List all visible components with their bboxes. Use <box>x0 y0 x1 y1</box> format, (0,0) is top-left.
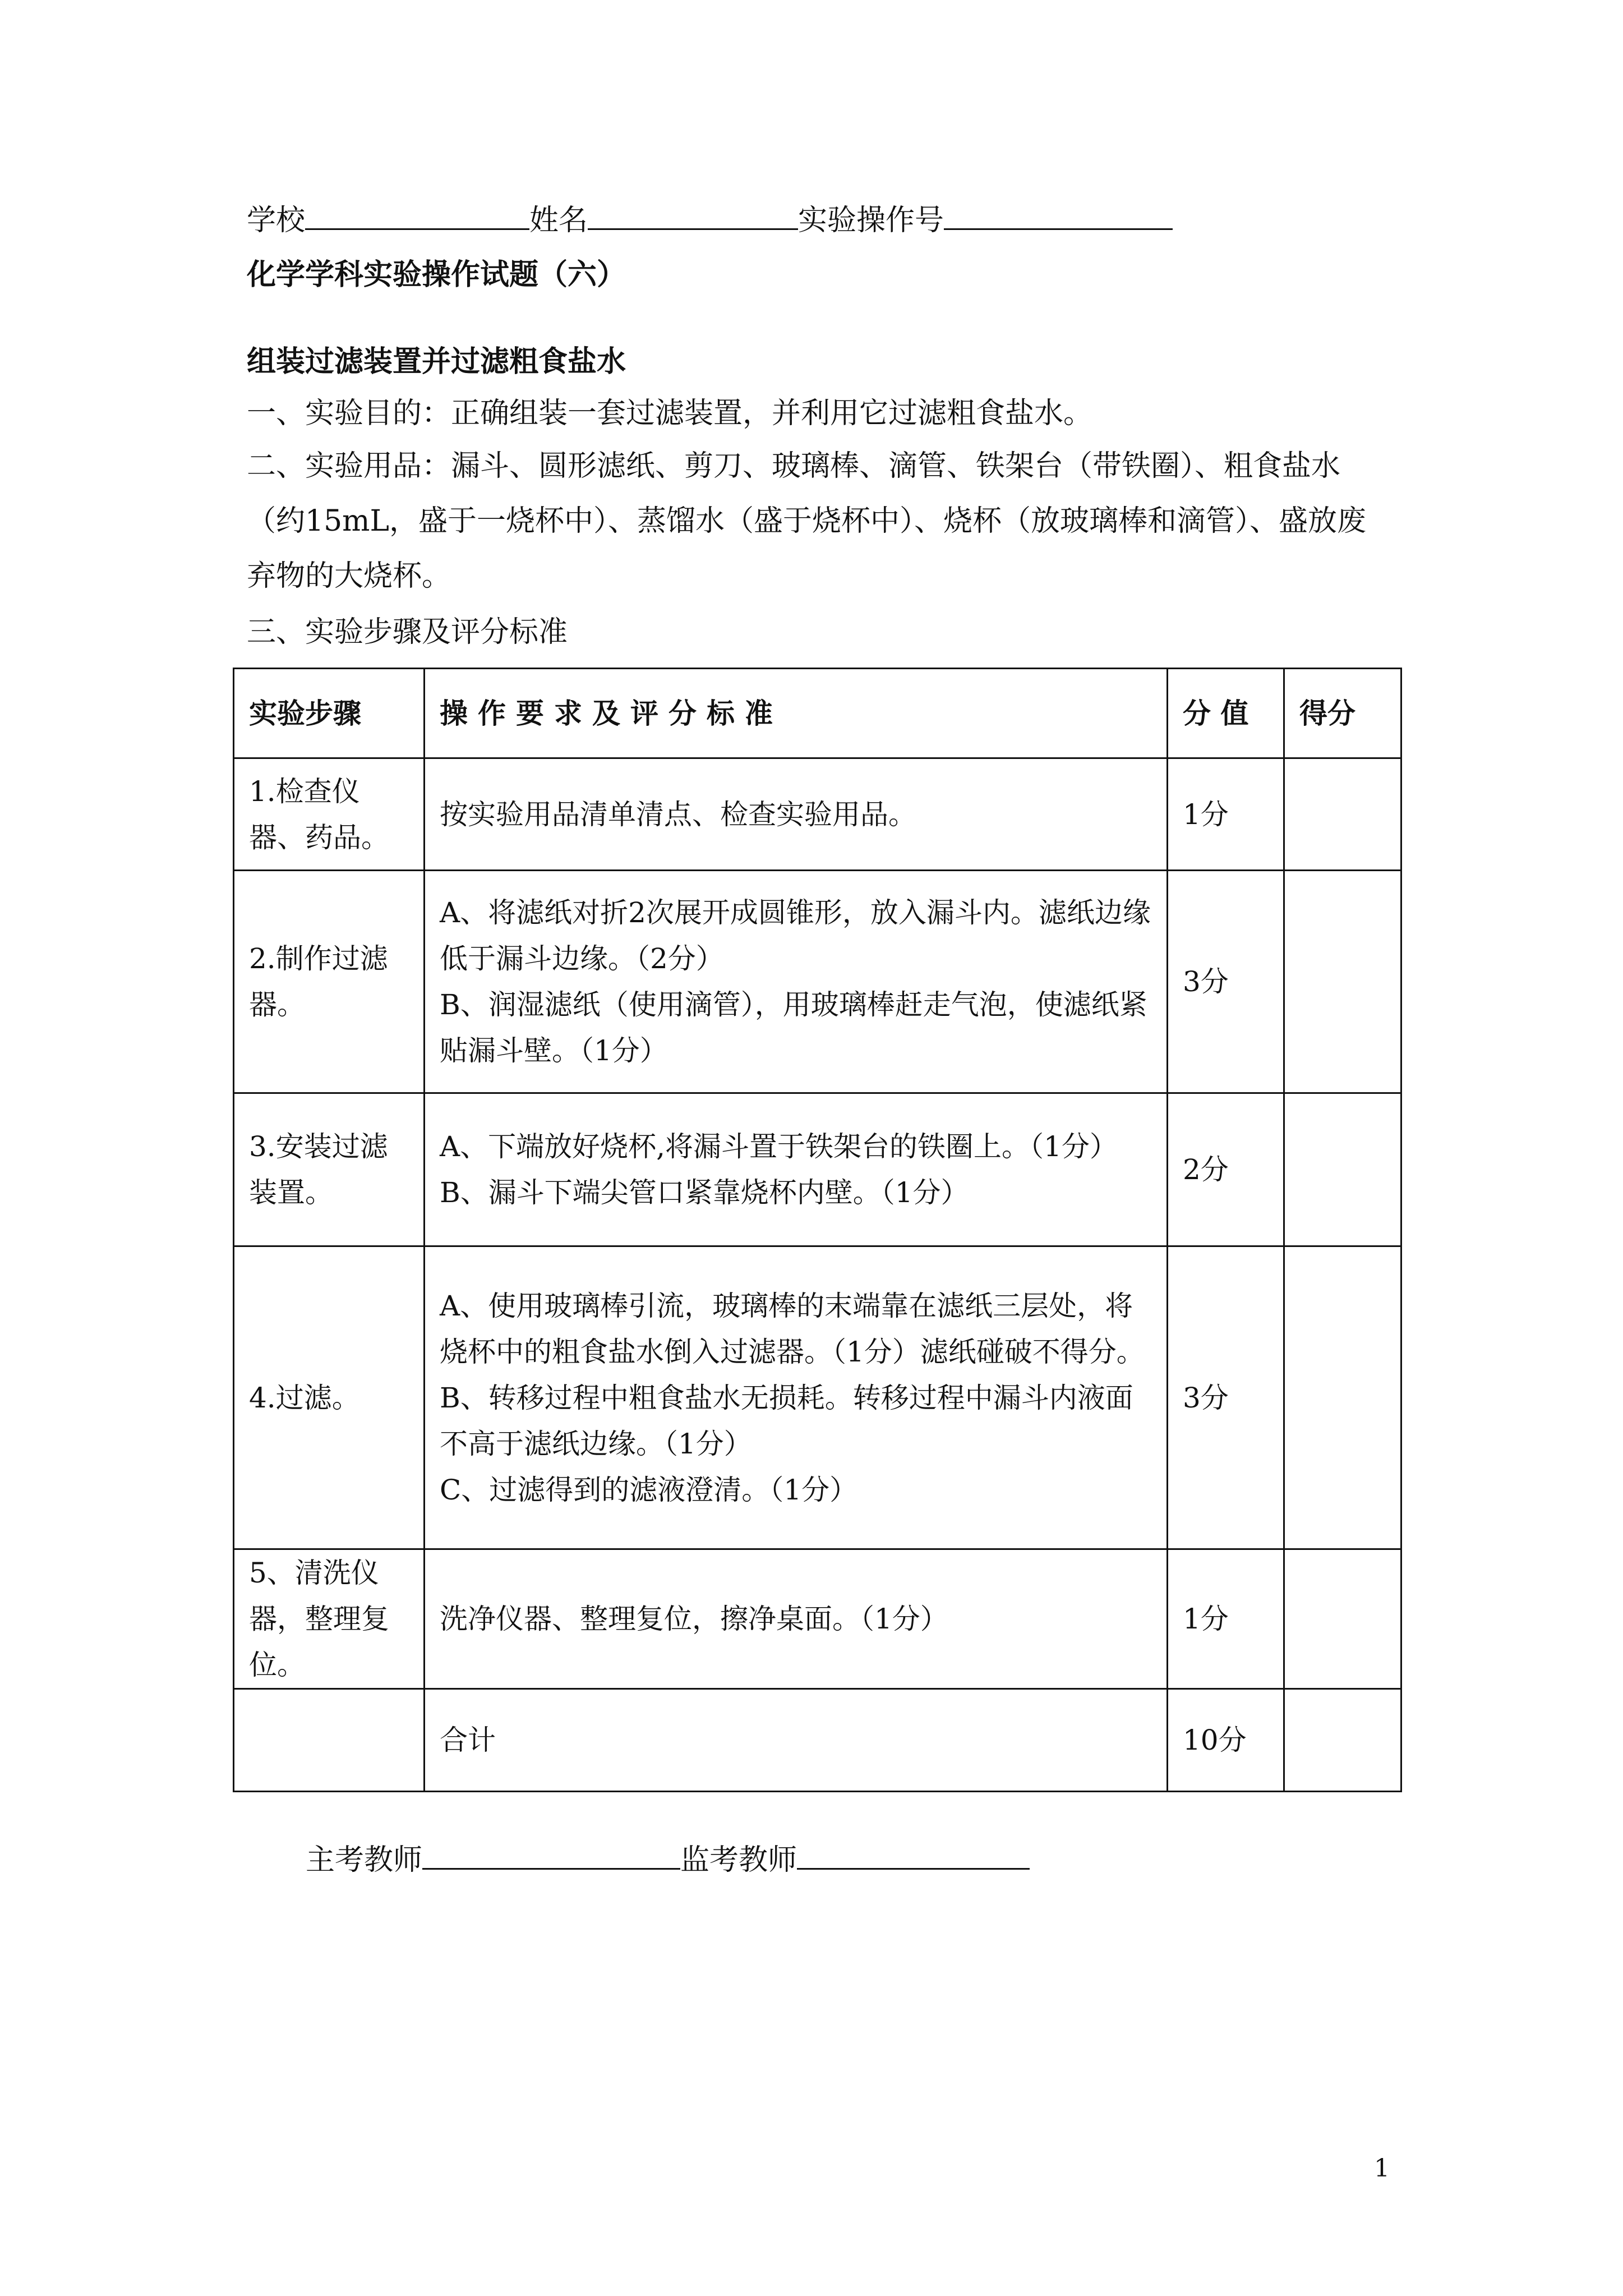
name-label: 姓名 <box>529 204 588 237</box>
step-cell: 3.安装过滤装置。 <box>234 1093 425 1246</box>
requirement-line: A、下端放好烧杯,将漏斗置于铁架台的铁圈上。（1分） <box>440 1130 1118 1163</box>
purpose-text: 一、实验目的：正确组装一套过滤装置，并利用它过滤粗食盐水。 <box>247 397 1093 430</box>
score-cell: 3分 <box>1168 871 1284 1093</box>
requirement-cell <box>425 758 1168 871</box>
requirement-cell <box>425 871 1168 1093</box>
name-blank[interactable] <box>588 199 798 230</box>
table-row <box>234 1246 1401 1549</box>
requirement-line: A、将滤纸对折2次展开成圆锥形，放入漏斗内。滤纸边缘低于漏斗边缘。（2分） <box>440 896 1151 975</box>
requirement-line: A、使用玻璃棒引流，玻璃棒的末端靠在滤纸三层处，将烧杯中的粗食盐水倒入过滤器。（1分）滤纸碰破不得分。 <box>440 1289 1145 1368</box>
earned-cell[interactable] <box>1284 758 1401 871</box>
score-cell: 2分 <box>1168 1093 1284 1246</box>
chief-examiner-label: 主考教师 <box>306 1843 423 1877</box>
exam-no-label: 实验操作号 <box>798 204 944 237</box>
scoring-table <box>233 668 1402 1792</box>
table-row <box>234 1093 1401 1246</box>
document-subtitle: 组装过滤装置并过滤粗食盐水 <box>247 344 626 379</box>
proctor-label: 监考教师 <box>680 1843 797 1877</box>
requirement-line: C、过滤得到的滤液澄清。（1分） <box>440 1473 858 1506</box>
total-earned-cell[interactable] <box>1284 1689 1401 1792</box>
step-cell: 4.过滤。 <box>234 1246 425 1549</box>
header-score: 分 值 <box>1168 669 1284 758</box>
step-cell: 5、清洗仪器，整理复位。 <box>234 1549 425 1689</box>
score-cell: 1分 <box>1168 758 1284 871</box>
steps-heading: 三、实验步骤及评分标准 <box>247 615 568 649</box>
score-cell: 3分 <box>1168 1246 1284 1549</box>
exam-no-blank[interactable] <box>944 199 1173 230</box>
requirement-line: 按实验用品清单清点、检查实验用品。 <box>440 798 916 831</box>
earned-cell[interactable] <box>1284 1246 1401 1549</box>
header-fields <box>247 199 1173 240</box>
requirement-cell <box>425 1246 1168 1549</box>
materials-text: 二、实验用品：漏斗、圆形滤纸、剪刀、玻璃棒、滴管、铁架台（带铁圈）、粗食盐水（约15mL，盛于一烧杯中）、蒸馏水（盛于烧杯中）、烧杯（放玻璃棒和滴管）、盛放废弃物的大烧杯。 <box>247 449 1367 593</box>
total-empty-cell <box>234 1689 425 1792</box>
requirement-cell <box>425 1093 1168 1246</box>
score-cell: 1分 <box>1168 1549 1284 1689</box>
total-label: 合计 <box>425 1689 1168 1792</box>
header-earned: 得分 <box>1284 669 1401 758</box>
earned-cell[interactable] <box>1284 1093 1401 1246</box>
signature-line <box>306 1839 1030 1880</box>
step-cell: 1.检查仪器、药品。 <box>234 758 425 871</box>
earned-cell[interactable] <box>1284 1549 1401 1689</box>
header-step: 实验步骤 <box>234 669 425 758</box>
table-row <box>234 758 1401 871</box>
school-label: 学校 <box>247 204 306 237</box>
total-score: 10分 <box>1168 1689 1284 1792</box>
requirement-line: B、漏斗下端尖管口紧靠烧杯内壁。（1分） <box>440 1176 969 1209</box>
requirement-cell <box>425 1549 1168 1689</box>
requirement-line: B、转移过程中粗食盐水无损耗。转移过程中漏斗内液面不高于滤纸边缘。（1分） <box>440 1381 1133 1460</box>
table-row <box>234 871 1401 1093</box>
page-number: 1 <box>1374 2154 1390 2183</box>
proctor-blank[interactable] <box>797 1839 1030 1870</box>
requirement-line: 洗净仪器、整理复位，擦净桌面。（1分） <box>440 1603 948 1635</box>
table-header-row <box>234 669 1401 758</box>
school-blank[interactable] <box>305 199 529 230</box>
chief-examiner-blank[interactable] <box>422 1839 680 1870</box>
earned-cell[interactable] <box>1284 871 1401 1093</box>
table-row <box>234 1549 1401 1689</box>
requirement-line: B、润湿滤纸（使用滴管），用玻璃棒赶走气泡，使滤纸紧贴漏斗壁。（1分） <box>440 988 1147 1067</box>
header-requirement: 操作要求及评分标准 <box>425 669 1168 758</box>
table-total-row <box>234 1689 1401 1792</box>
document-title: 化学学科实验操作试题（六） <box>247 257 626 292</box>
step-cell: 2.制作过滤器。 <box>234 871 425 1093</box>
